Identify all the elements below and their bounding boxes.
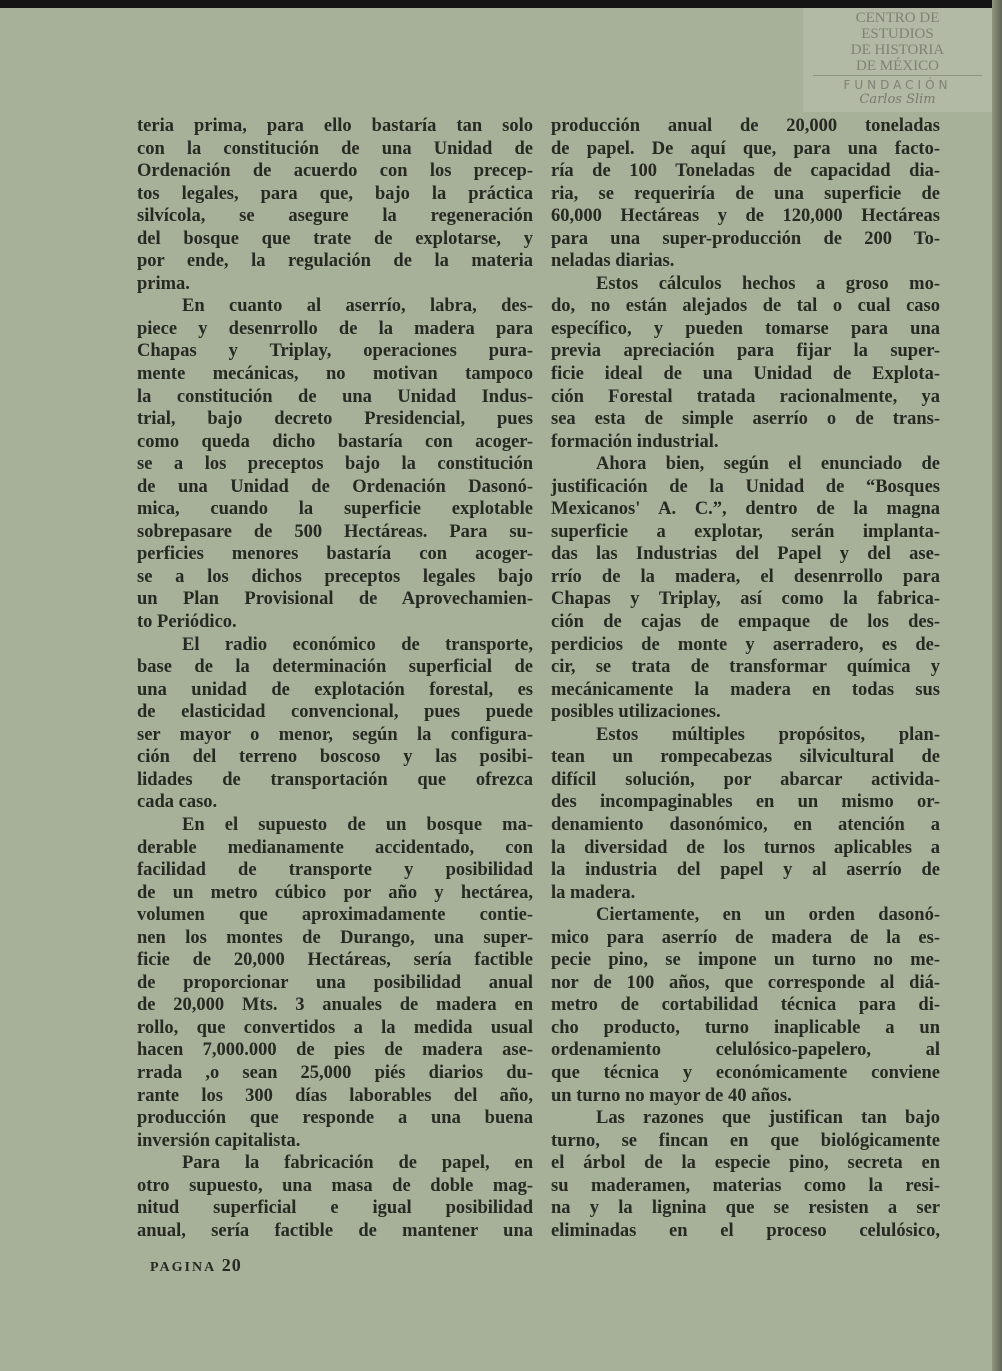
text-line: 60,000 Hectáreas y de 120,000 Hectáreas — [551, 206, 940, 227]
text-line: cir, se trata de transformar química y — [551, 657, 940, 678]
text-line: trial, bajo decreto Presidencial, pues — [137, 409, 533, 430]
text-line: posibles utilizaciones. — [551, 702, 721, 723]
text-line: que técnica y económicamente conviene — [551, 1062, 940, 1083]
page-footer — [150, 1255, 242, 1276]
text-line: sea esta de simple aserrío o de trans- — [551, 409, 940, 430]
text-line: producción anual de 20,000 toneladas — [551, 116, 940, 136]
text-line: ción de cajas de empaque de los des- — [551, 612, 940, 633]
text-line: perdicios de monte y aserradero, es de- — [551, 634, 940, 655]
text-line: lidades de transportación que ofrezca — [137, 769, 533, 790]
text-line: su maderamen, materias como la resi- — [551, 1175, 940, 1196]
text-line: derable medianamente accidentado, con — [137, 837, 533, 858]
text-line: de elasticidad convencional, pues puede — [137, 702, 533, 723]
paragraph — [137, 295, 533, 633]
text-line: Ahora bien, según el enunciado de — [596, 454, 940, 475]
text-line: base de la determinación superficial de — [137, 657, 533, 678]
text-line: turno, se fincan en que biológicamente — [551, 1130, 940, 1151]
text-line: rollo, que convertidos a la medida usual — [137, 1017, 533, 1038]
text-line: con la constitución de una Unidad de — [137, 138, 533, 159]
text-line: mico para aserrío de madera de la es- — [551, 927, 940, 948]
text-line: na y la lignina que se resisten a ser — [551, 1198, 940, 1219]
watermark-divider — [813, 75, 982, 76]
text-line: des incompaginables en un mismo or- — [551, 792, 940, 813]
text-line: ordenamiento celulósico-papelero, al — [551, 1040, 940, 1061]
watermark-line: CENTRO DE — [855, 10, 940, 26]
text-line: hacen 7,000.000 de pies de madera ase- — [137, 1040, 533, 1061]
text-line: se a los preceptos bajo la constitución — [137, 454, 533, 475]
text-line: Chapas y Triplay, operaciones pura- — [137, 341, 533, 362]
text-line: mica, cuando la superficie explotable — [137, 499, 533, 520]
text-line: de papel. De aquí que, para una facto- — [551, 138, 940, 159]
text-column-left — [137, 115, 533, 1242]
text-line: justificación de la Unidad de “Bosques — [551, 476, 940, 497]
paragraph — [137, 634, 533, 814]
text-line: producción que responde a una buena — [137, 1108, 533, 1129]
watermark-foundation: FUNDACIÓN — [843, 78, 952, 92]
text-line: la industria del papel y al aserrío de — [551, 860, 940, 881]
text-line: la constitución de una Unidad Indus- — [137, 386, 533, 407]
scan-right-edge — [992, 0, 1002, 1371]
text-line: perficies menores bastaría con acoger- — [137, 544, 533, 565]
page-number: 20 — [221, 1255, 242, 1275]
watermark-line: DE HISTORIA — [850, 42, 945, 58]
watermark-line: DE MÉXICO — [856, 58, 939, 74]
text-line: teria prima, para ello bastaría tan solo — [137, 116, 533, 136]
text-line: una unidad de explotación forestal, es — [137, 679, 533, 700]
text-line: ria, se requeriría de una superficie de — [551, 183, 940, 204]
text-line: mente mecánicas, no motivan tampoco — [137, 364, 533, 385]
text-line: un turno no mayor de 40 años. — [551, 1085, 792, 1106]
text-line: pecie pino, se impone un turno no me- — [551, 950, 940, 971]
text-line: Estos múltiples propósitos, plan- — [596, 724, 940, 745]
text-line: la diversidad de los turnos aplicables a — [551, 837, 940, 858]
page-label: PAGINA — [150, 1260, 217, 1275]
paragraph — [551, 724, 940, 904]
text-line: rante los 300 días laborables del año, — [137, 1085, 533, 1106]
text-line: rrada ,o sean 25,000 piés diarios du- — [137, 1062, 533, 1083]
text-line: de proporcionar una posibilidad anual — [137, 972, 533, 993]
text-line: En cuanto al aserrío, labra, des- — [182, 296, 533, 317]
text-line: otro supuesto, una masa de doble mag- — [137, 1175, 533, 1196]
paragraph — [137, 115, 533, 295]
text-line: denamiento dasonómico, en atención a — [551, 814, 940, 835]
text-line: de 20,000 Mts. 3 anuales de madera en — [137, 995, 533, 1016]
paragraph — [137, 1152, 533, 1242]
text-line: to Periódico. — [137, 612, 237, 633]
text-line: facilidad de transporte y posibilidad — [137, 860, 533, 881]
text-line: ría de 100 Toneladas de capacidad dia- — [551, 161, 940, 182]
text-line: inversión capitalista. — [137, 1130, 301, 1151]
scan-top-border — [0, 0, 1002, 8]
text-line: formación industrial. — [551, 431, 719, 452]
text-line: ser mayor o menor, según la configura- — [137, 724, 533, 745]
text-line: se a los dichos preceptos legales bajo — [137, 566, 533, 587]
paragraph — [551, 273, 940, 453]
text-line: el árbol de la especie pino, secreta en — [551, 1153, 940, 1174]
text-line: Ordenación de acuerdo con los precep- — [137, 161, 533, 182]
paragraph — [551, 1107, 940, 1242]
text-line: previa apreciación para fijar la super- — [551, 341, 940, 362]
text-line: un Plan Provisional de Aprovechamien- — [137, 589, 533, 610]
text-line: ción Forestal tratada racionalmente, ya — [551, 386, 940, 407]
text-line: específico, y pueden tomarse para una — [551, 318, 940, 339]
text-line: por ende, la regulación de la materia — [137, 251, 533, 272]
text-line: Ciertamente, en un orden dasonó- — [596, 905, 940, 926]
text-line: difícil solución, por abarcar activida- — [551, 769, 940, 790]
text-line: eliminadas en el proceso celulósico, — [551, 1220, 940, 1241]
paragraph — [551, 453, 940, 724]
text-line: rrío de la madera, el desenrrollo para — [551, 566, 940, 587]
text-line: sobrepasare de 500 Hectáreas. Para su- — [137, 521, 533, 542]
text-line: superficie a explotar, serán implanta- — [551, 521, 940, 542]
text-line: nor de 100 años, que corresponde al diá- — [551, 972, 940, 993]
paragraph — [137, 814, 533, 1152]
text-line: la madera. — [551, 882, 636, 903]
text-line: das las Industrias del Papel y del ase- — [551, 544, 940, 565]
watermark — [803, 8, 992, 112]
text-line: para una super-producción de 200 To- — [551, 228, 940, 249]
text-column-right — [551, 115, 940, 1242]
text-line: ficie ideal de una Unidad de Explota- — [551, 364, 940, 385]
text-line: Las razones que justifican tan bajo — [596, 1108, 940, 1129]
text-line: de una Unidad de Ordenación Dasonó- — [137, 476, 533, 497]
paragraph — [551, 904, 940, 1107]
text-line: Para la fabricación de papel, en — [182, 1153, 533, 1174]
text-line: ción del terreno boscoso y las posibi- — [137, 747, 533, 768]
text-line: prima. — [137, 273, 190, 294]
text-line: do, no están alejados de tal o cual caso — [551, 296, 940, 317]
text-line: neladas diarias. — [551, 251, 675, 272]
text-line: anual, sería factible de mantener una — [137, 1220, 533, 1241]
text-line: Chapas y Triplay, así como la fabrica- — [551, 589, 940, 610]
text-line: tean un rompecabezas silvicultural de — [551, 747, 940, 768]
text-line: cada caso. — [137, 792, 218, 813]
text-line: El radio económico de transporte, — [182, 634, 533, 655]
text-line: del bosque que trate de explotarse, y — [137, 228, 533, 249]
text-line: silvícola, se asegure la regeneración — [137, 206, 533, 227]
text-line: como queda dicho bastaría con acoger- — [137, 431, 533, 452]
text-line: nen los montes de Durango, una super- — [137, 927, 533, 948]
text-line: piece y desenrrollo de la madera para — [137, 318, 533, 339]
text-line: tos legales, para que, bajo la práctica — [137, 183, 533, 204]
watermark-signature: Carlos Slim — [859, 92, 936, 107]
text-line: metro de cortabilidad técnica para di- — [551, 995, 940, 1016]
text-line: cho producto, turno inaplicable a un — [551, 1017, 940, 1038]
text-line: ficie de 20,000 Hectáreas, sería factible — [137, 950, 533, 971]
text-line: mecánicamente la madera en todas sus — [551, 679, 940, 700]
paragraph — [551, 115, 940, 273]
text-line: Mexicanos' A. C.”, dentro de la magna — [551, 499, 940, 520]
text-line: volumen que aproximadamente contie- — [137, 905, 533, 926]
text-line: de un metro cúbico por año y hectárea, — [137, 882, 533, 903]
text-line: Estos cálculos hechos a groso mo- — [596, 273, 940, 294]
watermark-line: ESTUDIOS — [861, 26, 934, 42]
text-line: En el supuesto de un bosque ma- — [182, 814, 533, 835]
text-line: nitud superficial e igual posibilidad — [137, 1198, 533, 1219]
